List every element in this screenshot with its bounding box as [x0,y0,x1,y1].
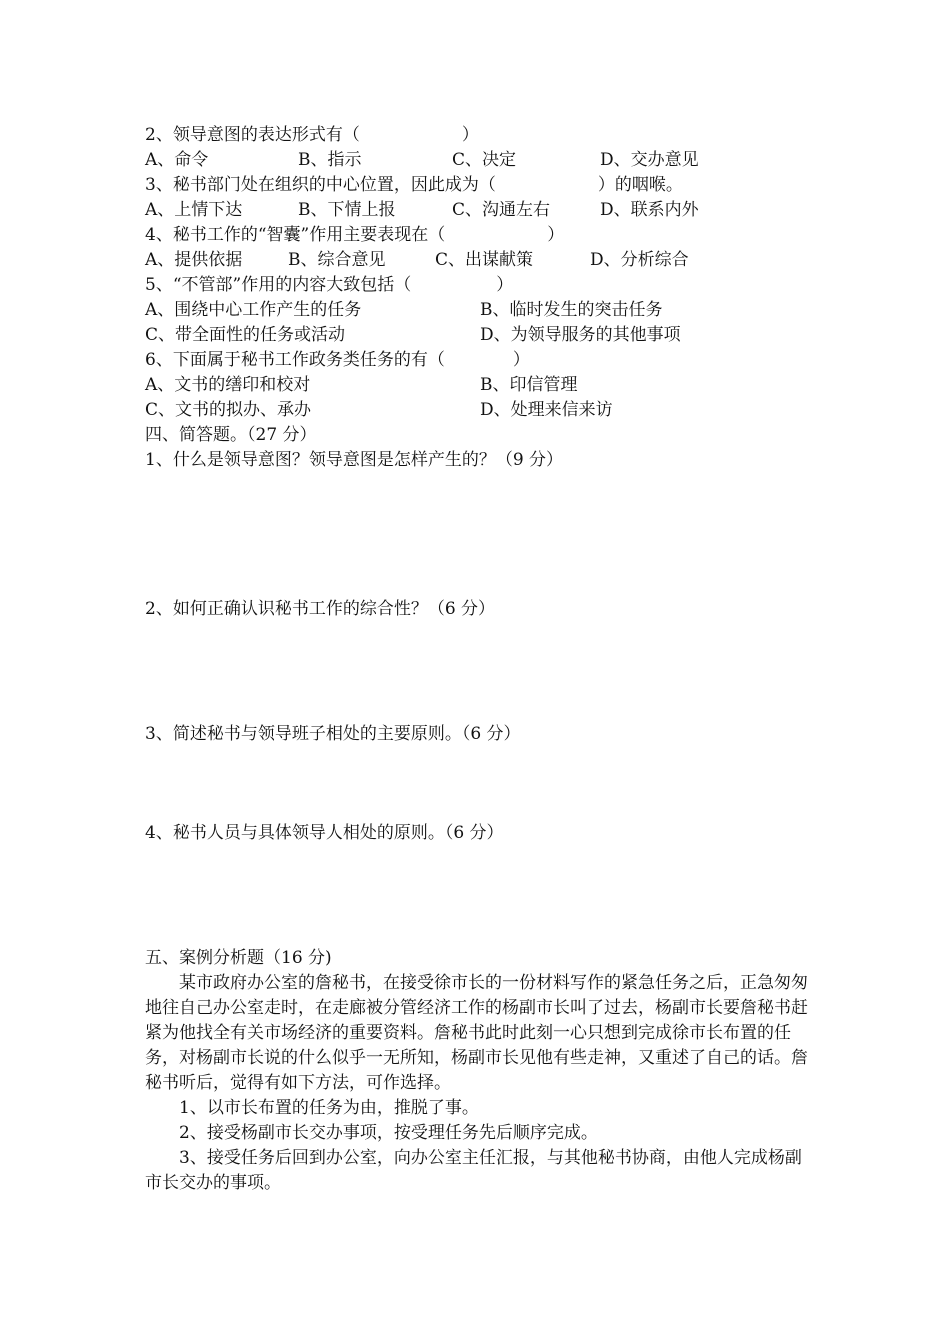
question-3-option-a: A、上情下达 [145,200,243,220]
question-3-stem: 3、秘书部门处在组织的中心位置，因此成为（ ）的咽喉。 [145,175,683,195]
question-2-option-c: C、决定 [452,150,517,170]
question-5-option-d: D、为领导服务的其他事项 [480,325,681,345]
short-answer-question-4: 4、秘书人员与具体领导人相处的原则。（6 分） [145,823,504,843]
question-4-option-d: D、分析综合 [590,250,689,270]
question-5-option-c: C、带全面性的任务或活动 [145,325,346,345]
case-description: 某市政府办公室的詹秘书，在接受徐市长的一份材料写作的紧急任务之后，正急匆匆地往自己办公室走时，在走廊被分管经济工作的杨副市长叫了过去，杨副市长要詹秘书赶紧为他找全有关市场经济的重要资料。詹秘书此时此刻一心只想到完成徐市长布置的任务，对杨副市长说的什么似乎一无所知，杨副市长见他有些走神，又重述了自己的话。詹秘书听后，觉得有如下方法，可作选择。 [145,973,808,1093]
question-4-stem: 4、秘书工作的“智囊”作用主要表现在（ ） [145,225,565,245]
question-6-option-a: A、文书的缮印和校对 [145,375,311,395]
section-4-heading: 四、简答题。（27 分） [145,425,317,445]
question-3-option-b: B、下情上报 [298,200,396,220]
short-answer-question-1: 1、什么是领导意图？领导意图是怎样产生的？（9 分） [145,450,564,470]
question-5-option-b: B、临时发生的突击任务 [480,300,663,320]
question-2-stem: 2、领导意图的表达形式有（ ） [145,125,479,145]
short-answer-question-3: 3、简述秘书与领导班子相处的主要原则。（6 分） [145,724,521,744]
question-2-option-d: D、交办意见 [600,150,699,170]
short-answer-question-2: 2、如何正确认识秘书工作的综合性？（6 分） [145,599,496,619]
question-3-option-c: C、沟通左右 [452,200,551,220]
question-6-option-b: B、印信管理 [480,375,578,395]
question-6-stem: 6、下面属于秘书工作政务类任务的有（ ） [145,350,530,370]
question-4-option-c: C、出谋献策 [435,250,534,270]
question-4-option-a: A、提供依据 [145,250,243,270]
question-5-stem: 5、“不管部”作用的内容大致包括（ ） [145,275,514,295]
case-choice-3: 3、接受任务后回到办公室，向办公室主任汇报，与其他秘书协商，由他人完成杨副市长交办的事项。 [145,1148,802,1193]
section-5-heading: 五、案例分析题（16 分) [145,948,332,968]
case-choice-1: 1、以市长布置的任务为由，推脱了事。 [179,1098,479,1118]
question-6-option-c: C、文书的拟办、承办 [145,400,312,420]
question-3-option-d: D、联系内外 [600,200,699,220]
question-4-option-b: B、综合意见 [288,250,386,270]
question-6-option-d: D、处理来信来访 [480,400,613,420]
question-2-option-a: A、命令 [145,150,209,170]
case-choice-2: 2、接受杨副市长交办事项，按受理任务先后顺序完成。 [179,1123,598,1143]
question-2-option-b: B、指示 [298,150,362,170]
question-5-option-a: A、围绕中心工作产生的任务 [145,300,362,320]
